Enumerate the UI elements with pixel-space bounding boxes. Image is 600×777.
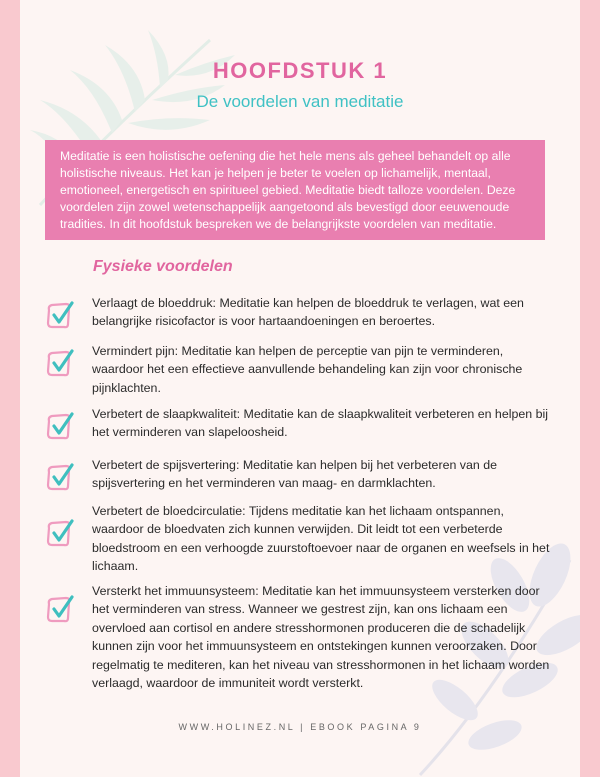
chapter-title: HOOFDSTUK 1: [212, 58, 388, 83]
checkbox-check-icon: [45, 411, 75, 441]
checkbox-check-icon: [45, 518, 75, 548]
ebook-page: [20, 0, 580, 777]
checkbox-check-icon: [45, 594, 75, 624]
section-title: Fysieke voordelen: [93, 258, 233, 275]
list-item-text: Vermindert pijn: Meditatie kan helpen de perceptie van pijn te verminderen, waardoor het een effectieve aanvullende behandeling kan zijn voor chronische pijnklachten.: [92, 344, 523, 395]
chapter-subtitle: De voordelen van meditatie: [196, 92, 404, 111]
list-item-text: Verbetert de spijsvertering: Meditatie kan helpen bij het verbeteren van de spijsvertering en het verminderen van maag- en darmklachten.: [92, 458, 498, 491]
list-item-text: Verbetert de slaapkwaliteit: Meditatie kan de slaapkwaliteit verbeteren en helpen bij het verminderen van slapeloosheid.: [92, 407, 548, 440]
page-footer: WWW.HOLINEZ.NL | EBOOK PAGINA 9: [178, 722, 422, 732]
intro-box: Meditatie is een holistische oefening die het hele mens als geheel behandelt op alle holistische niveaus. Het kan je helpen je beter te voelen op lichamelijk, mentaal, emotioneel, energetisch en spiritueel gebied. Meditatie biedt talloze voordelen. Deze voordelen zijn zowel wetenschappelijk aangetoond als bevestigd door eeuwenoude tradities. In dit hoofdstuk bespreken we de belangrijkste voordelen van meditatie.: [45, 140, 545, 240]
list-item-text: Verlaagt de bloeddruk: Meditatie kan helpen de bloeddruk te verlagen, wat een belangrijke risicofactor is voor hartaandoeningen en beroertes.: [92, 296, 524, 329]
checkbox-check-icon: [45, 300, 75, 330]
checkbox-check-icon: [45, 348, 75, 378]
list-item-text: Versterkt het immuunsysteem: Meditatie kan het immuunsysteem versterken door het verminderen van stress. Wanneer we gestrest zijn, kan ons lichaam een overvloed aan cortisol en andere stresshormonen produceren die de schadelijk kunnen zijn voor het immuunsysteem en ontstekingen kunnen veroorzaken. Door regelmatig te mediteren, kan het niveau van stresshormonen in het lichaam worden verlaagd, waardoor de immuniteit wordt versterkt.: [92, 584, 550, 691]
checkbox-check-icon: [45, 462, 75, 492]
list-item-text: Verbetert de bloedcirculatie: Tijdens meditatie kan het lichaam ontspannen, waardoor de bloedvaten zich kunnen verwijden. Dit leidt tot een verbeterde bloedstroom en een verhoogde zuurstoftoevoer naar de organen en weefsels in het lichaam.: [92, 504, 550, 574]
